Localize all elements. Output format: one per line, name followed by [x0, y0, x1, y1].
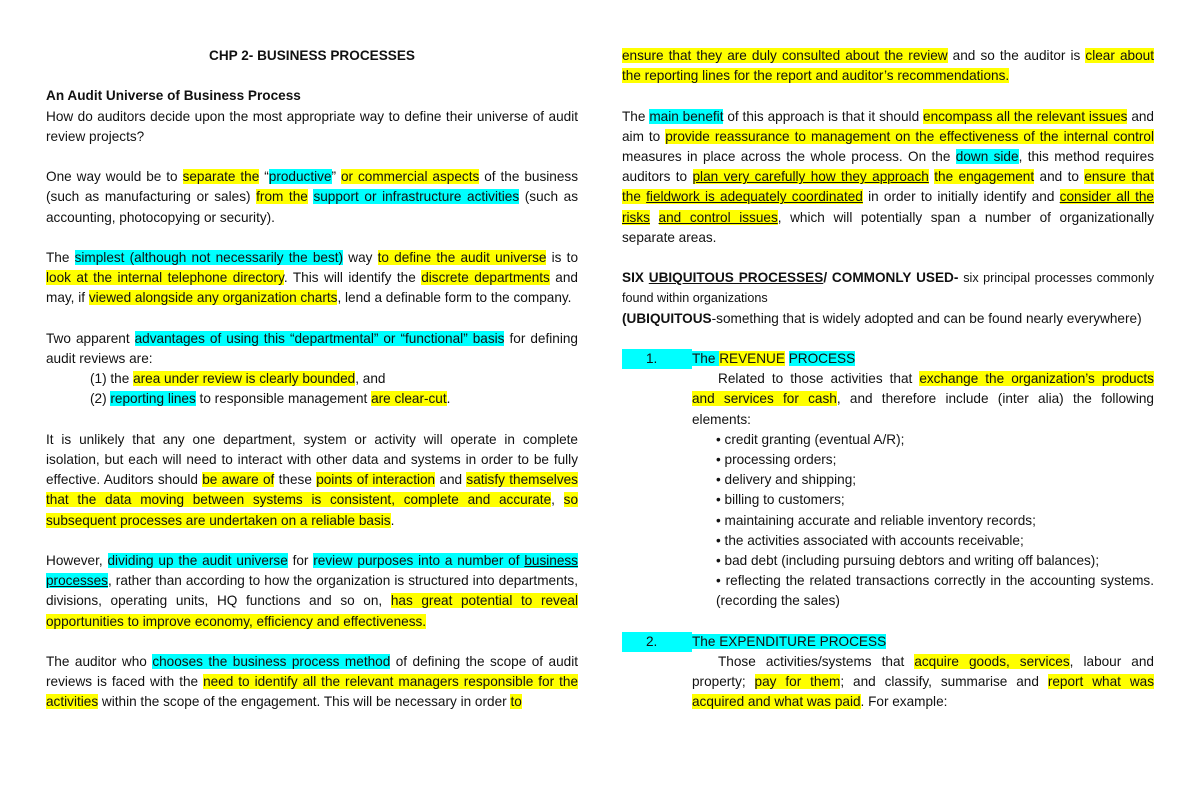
paragraph-simplest-way: The simplest (although not necessarily the best) way to define the audit universe is to look at the internal telephone directory. This will identify the discrete departments and may, if viewed alongside any organization charts, lend a definable form to the company.	[46, 249, 579, 306]
section-heading: An Audit Universe of Business Process	[46, 88, 301, 104]
revenue-process-heading: 1. The REVENUE PROCESS	[622, 349, 1154, 369]
question-paragraph: How do auditors decide upon the most appropriate way to define their universe of audit review projects?	[46, 108, 578, 144]
revenue-process-body	[622, 369, 1154, 611]
list-item: • maintaining accurate and reliable inventory records;	[716, 512, 1036, 528]
expenditure-description: Those activities/systems that acquire goods, services, labour and property; pay for them; and classify, summarise and report what was acquired and what was paid. For example:	[692, 654, 1155, 710]
paragraph-separate-aspects: One way would be to separate the “productive” or commercial aspects of the business (such as manufacturing or sales) from the support or infrastructure activities (such as accounting, photocopying or security).	[46, 169, 578, 225]
revenue-description: Related to those activities that exchange the organization’s products and services for cash, and therefore include (inter alia) the following elements:	[692, 371, 1154, 427]
revenue-bullet-list	[692, 430, 1154, 612]
paragraph-main-benefit: The main benefit of this approach is that it should encompass all the relevant issues and aim to provide reassurance to management on the effectiveness of the internal control measures in place across the whole process. On the down side, this method requires auditors to plan very carefully how they approach the engagement and to ensure that the fieldwork is adequately coordinated in order to initially identify and consider all the risks and control issues, which will potentially span a number of organizationally separate areas.	[622, 108, 1154, 245]
list-item: • the activities associated with accounts receivable;	[716, 532, 1024, 548]
expenditure-process-heading: 2. The EXPENDITURE PROCESS	[622, 632, 1154, 652]
list-item: • delivery and shipping;	[716, 472, 857, 488]
paragraph-business-process-method: The auditor who chooses the business process method of defining the scope of audit reviews is faced with the need to identify all the relevant managers responsible for the activities within the scope of the engagement. This will be necessary in order to	[46, 653, 579, 710]
list-item: • credit granting (eventual A/R);	[716, 431, 905, 447]
left-column	[46, 46, 578, 713]
paragraph-continued: ensure that they are duly consulted about the review and so the auditor is clear about the reporting lines for the report and auditor’s recommendations.	[622, 48, 1154, 84]
page-title: CHP 2- BUSINESS PROCESSES	[209, 48, 415, 63]
six-processes-heading: SIX UBIQUITOUS PROCESSES/ COMMONLY USED- six principal processes commonly found within organizations	[622, 270, 1154, 306]
list-item: • reflecting the related transactions correctly in the accounting systems. (recording the sales)	[716, 573, 1154, 609]
right-column	[622, 46, 1154, 713]
paragraph-interaction: It is unlikely that any one department, system or activity will operate in complete isolation, but each will need to interact with other data and systems in order to be fully effective. Auditors should be aware of these points of interaction and satisfy themselves that the data moving between systems is consistent, complete and accurate, so subsequent processes are undertaken on a reliable basis.	[46, 431, 578, 528]
paragraph-dividing-universe: However, dividing up the audit universe for review purposes into a number of business processes, rather than according to how the organization is structured into departments, divisions, operating units, HQ functions and so on, has great potential to reveal opportunities to improve economy, efficiency and effectiveness.	[46, 552, 578, 629]
expenditure-process-body	[622, 652, 1154, 713]
list-item: • processing orders;	[716, 452, 837, 468]
spacer	[622, 612, 1154, 632]
ubiquitous-definition: (UBIQUITOUS-something that is widely adopted and can be found nearly everywhere)	[622, 310, 1142, 326]
paragraph-advantages: Two apparent advantages of using this “departmental” or “functional” basis for defining audit reviews are:	[46, 330, 578, 366]
advantage-item-1: (1) the area under review is clearly bounded, and	[90, 371, 386, 387]
list-item: • bad debt (including pursuing debtors and writing off balances);	[716, 553, 1100, 569]
advantage-item-2: (2) reporting lines to responsible management are clear-cut.	[90, 391, 451, 407]
list-item: • billing to customers;	[716, 492, 845, 508]
